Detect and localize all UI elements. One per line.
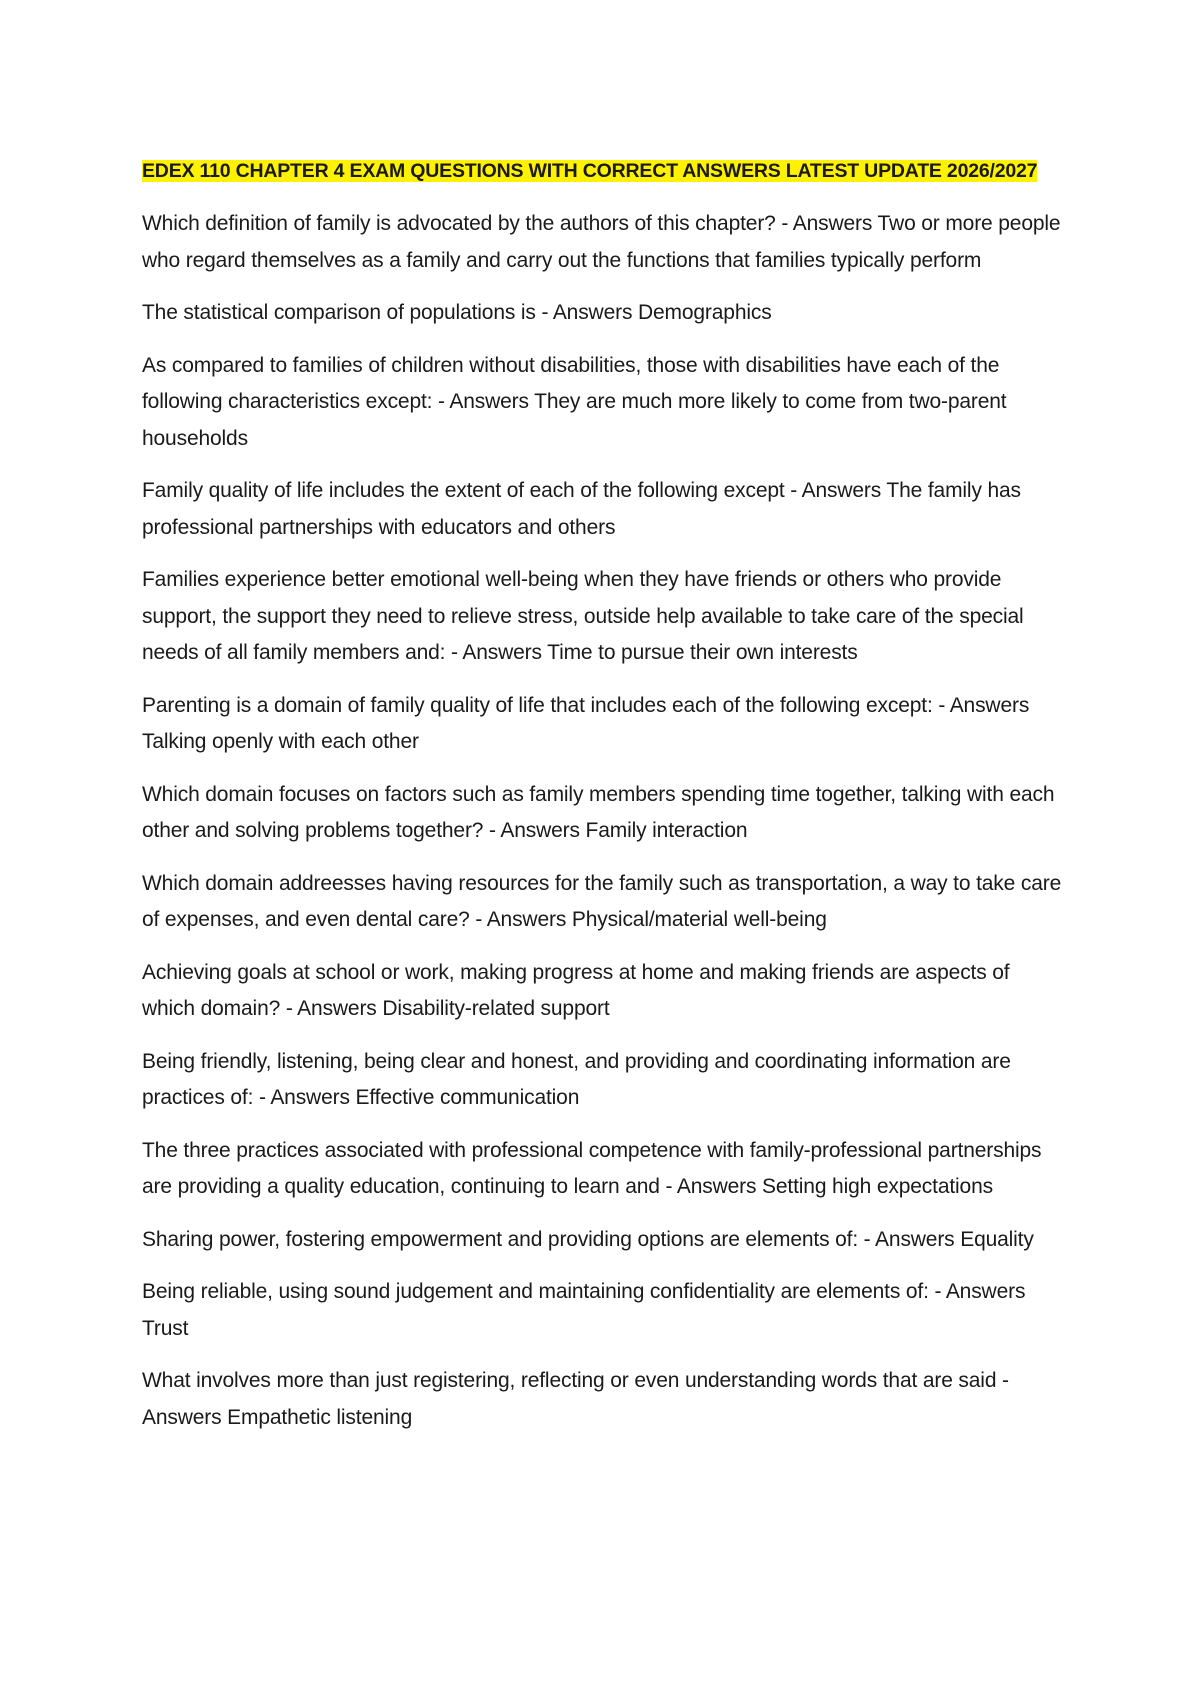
qa-item: Parenting is a domain of family quality of life that includes each of the following except: - Answers Talking openly with each other (142, 693, 1030, 753)
qa-item: Which definition of family is advocated by the authors of this chapter? - Answers Two or more people who regard themselves as a family and carry out the functions that families typically perform (142, 212, 1061, 272)
qa-list (142, 206, 1062, 1436)
qa-item: Being friendly, listening, being clear and honest, and providing and coordinating information are practices of: - Answers Effective communication (142, 1049, 1011, 1109)
qa-item: The three practices associated with professional competence with family-professional partnerships are providing a quality education, continuing to learn and - Answers Setting high expectations (142, 1138, 1042, 1198)
document-page (142, 156, 1062, 1452)
qa-item: Achieving goals at school or work, making progress at home and making friends are aspects of which domain? - Answers Disability-related support (142, 960, 1010, 1020)
qa-item: Being reliable, using sound judgement and maintaining confidentiality are elements of: - Answers Trust (142, 1280, 1026, 1340)
qa-item: As compared to families of children without disabilities, those with disabilities have each of the following characteristics except: - Answers They are much more likely to come from two-parent households (142, 353, 1007, 450)
qa-item: Sharing power, fostering empowerment and providing options are elements of: - Answers Equality (142, 1227, 1034, 1251)
qa-item: What involves more than just registering, reflecting or even understanding words that are said - Answers Empathetic listening (142, 1369, 1009, 1429)
document-title: EDEX 110 CHAPTER 4 EXAM QUESTIONS WITH CORRECT ANSWERS LATEST UPDATE 2026/2027 (142, 160, 1038, 182)
title-block (142, 156, 1062, 186)
qa-item: Which domain focuses on factors such as family members spending time together, talking with each other and solving problems together? - Answers Family interaction (142, 782, 1055, 842)
qa-item: Which domain addreesses having resources for the family such as transportation, a way to take care of expenses, and even dental care? - Answers Physical/material well-being (142, 871, 1062, 931)
qa-item: Family quality of life includes the extent of each of the following except - Answers The family has professional partnerships with educators and others (142, 479, 1021, 539)
qa-item: Families experience better emotional well-being when they have friends or others who provide support, the support they need to relieve stress, outside help available to take care of the special needs of all family members and: - Answers Time to pursue their own interests (142, 568, 1024, 664)
qa-item: The statistical comparison of populations is - Answers Demographics (142, 301, 772, 324)
